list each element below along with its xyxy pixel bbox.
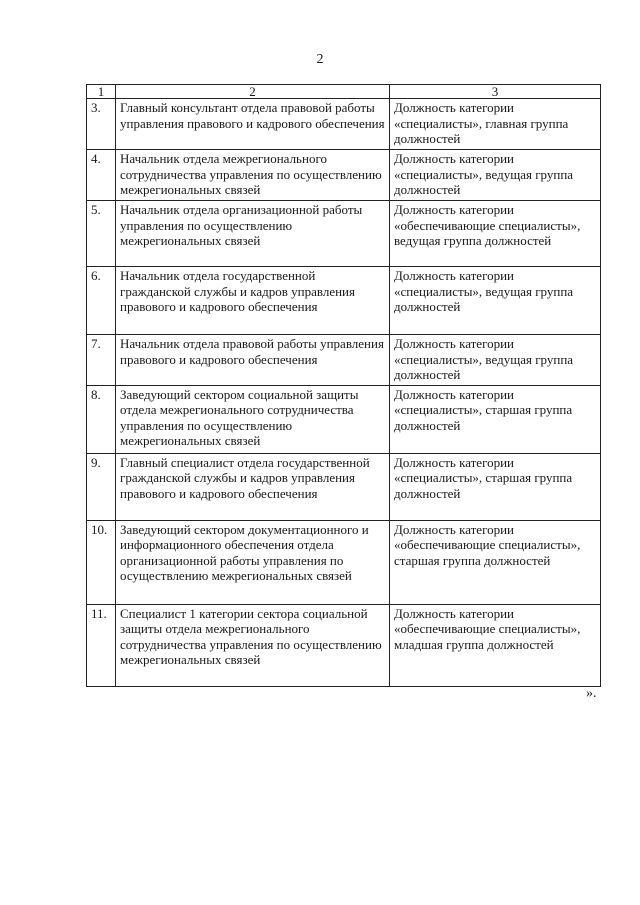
- position-category: Должность категории «обеспечивающие специалисты», ведущая группа должностей: [390, 201, 601, 267]
- position-category: Должность категории «специалисты», старшая группа должностей: [390, 453, 601, 520]
- row-number: 9.: [87, 453, 116, 520]
- row-number: 6.: [87, 267, 116, 335]
- row-number: 4.: [87, 150, 116, 201]
- position-title: Главный специалист отдела государственной гражданской службы и кадров управления правового и кадрового обеспечения: [116, 453, 390, 520]
- position-title: Начальник отдела правовой работы управления правового и кадрового обеспечения: [116, 335, 390, 386]
- position-title: Заведующий сектором социальной защиты отдела межрегионального сотрудничества управления по осуществлению межрегиональных связей: [116, 385, 390, 453]
- table-header-row: [87, 85, 601, 99]
- position-title: Начальник отдела государственной гражданской службы и кадров управления правового и кадрового обеспечения: [116, 267, 390, 335]
- table-row: [87, 99, 601, 150]
- closing-quote-mark: ».: [586, 686, 597, 701]
- position-category: Должность категории «специалисты», ведущая группа должностей: [390, 267, 601, 335]
- table-row: [87, 520, 601, 604]
- row-number: 7.: [87, 335, 116, 386]
- position-title: Начальник отдела межрегионального сотрудничества управления по осуществлению межрегиональных связей: [116, 150, 390, 201]
- position-category: Должность категории «специалисты», старшая группа должностей: [390, 385, 601, 453]
- page-number: 2: [316, 52, 324, 67]
- position-category: Должность категории «специалисты», ведущая группа должностей: [390, 335, 601, 386]
- column-header-number: 1: [87, 85, 116, 99]
- row-number: 3.: [87, 99, 116, 150]
- table-row: [87, 604, 601, 686]
- position-category: Должность категории «специалисты», ведущая группа должностей: [390, 150, 601, 201]
- position-category: Должность категории «специалисты», главная группа должностей: [390, 99, 601, 150]
- column-header-category: 3: [390, 85, 601, 99]
- table-row: [87, 201, 601, 267]
- row-number: 11.: [87, 604, 116, 686]
- position-title: Заведующий сектором документационного и информационного обеспечения отдела организационной работы управления по осуществлению межрегиональных связей: [116, 520, 390, 604]
- position-title: Главный консультант отдела правовой работы управления правового и кадрового обеспечения: [116, 99, 390, 150]
- table-row: [87, 267, 601, 335]
- table-row: [87, 453, 601, 520]
- row-number: 5.: [87, 201, 116, 267]
- row-number: 10.: [87, 520, 116, 604]
- table-row: [87, 150, 601, 201]
- position-title: Специалист 1 категории сектора социальной защиты отдела межрегионального сотрудничества управления по осуществлению межрегиональных связей: [116, 604, 390, 686]
- table-row: [87, 385, 601, 453]
- column-header-position: 2: [116, 85, 390, 99]
- position-title: Начальник отдела организационной работы управления по осуществлению межрегиональных связей: [116, 201, 390, 267]
- position-category: Должность категории «обеспечивающие специалисты», старшая группа должностей: [390, 520, 601, 604]
- positions-table: [86, 84, 601, 687]
- row-number: 8.: [87, 385, 116, 453]
- table-row: [87, 335, 601, 386]
- position-category: Должность категории «обеспечивающие специалисты», младшая группа должностей: [390, 604, 601, 686]
